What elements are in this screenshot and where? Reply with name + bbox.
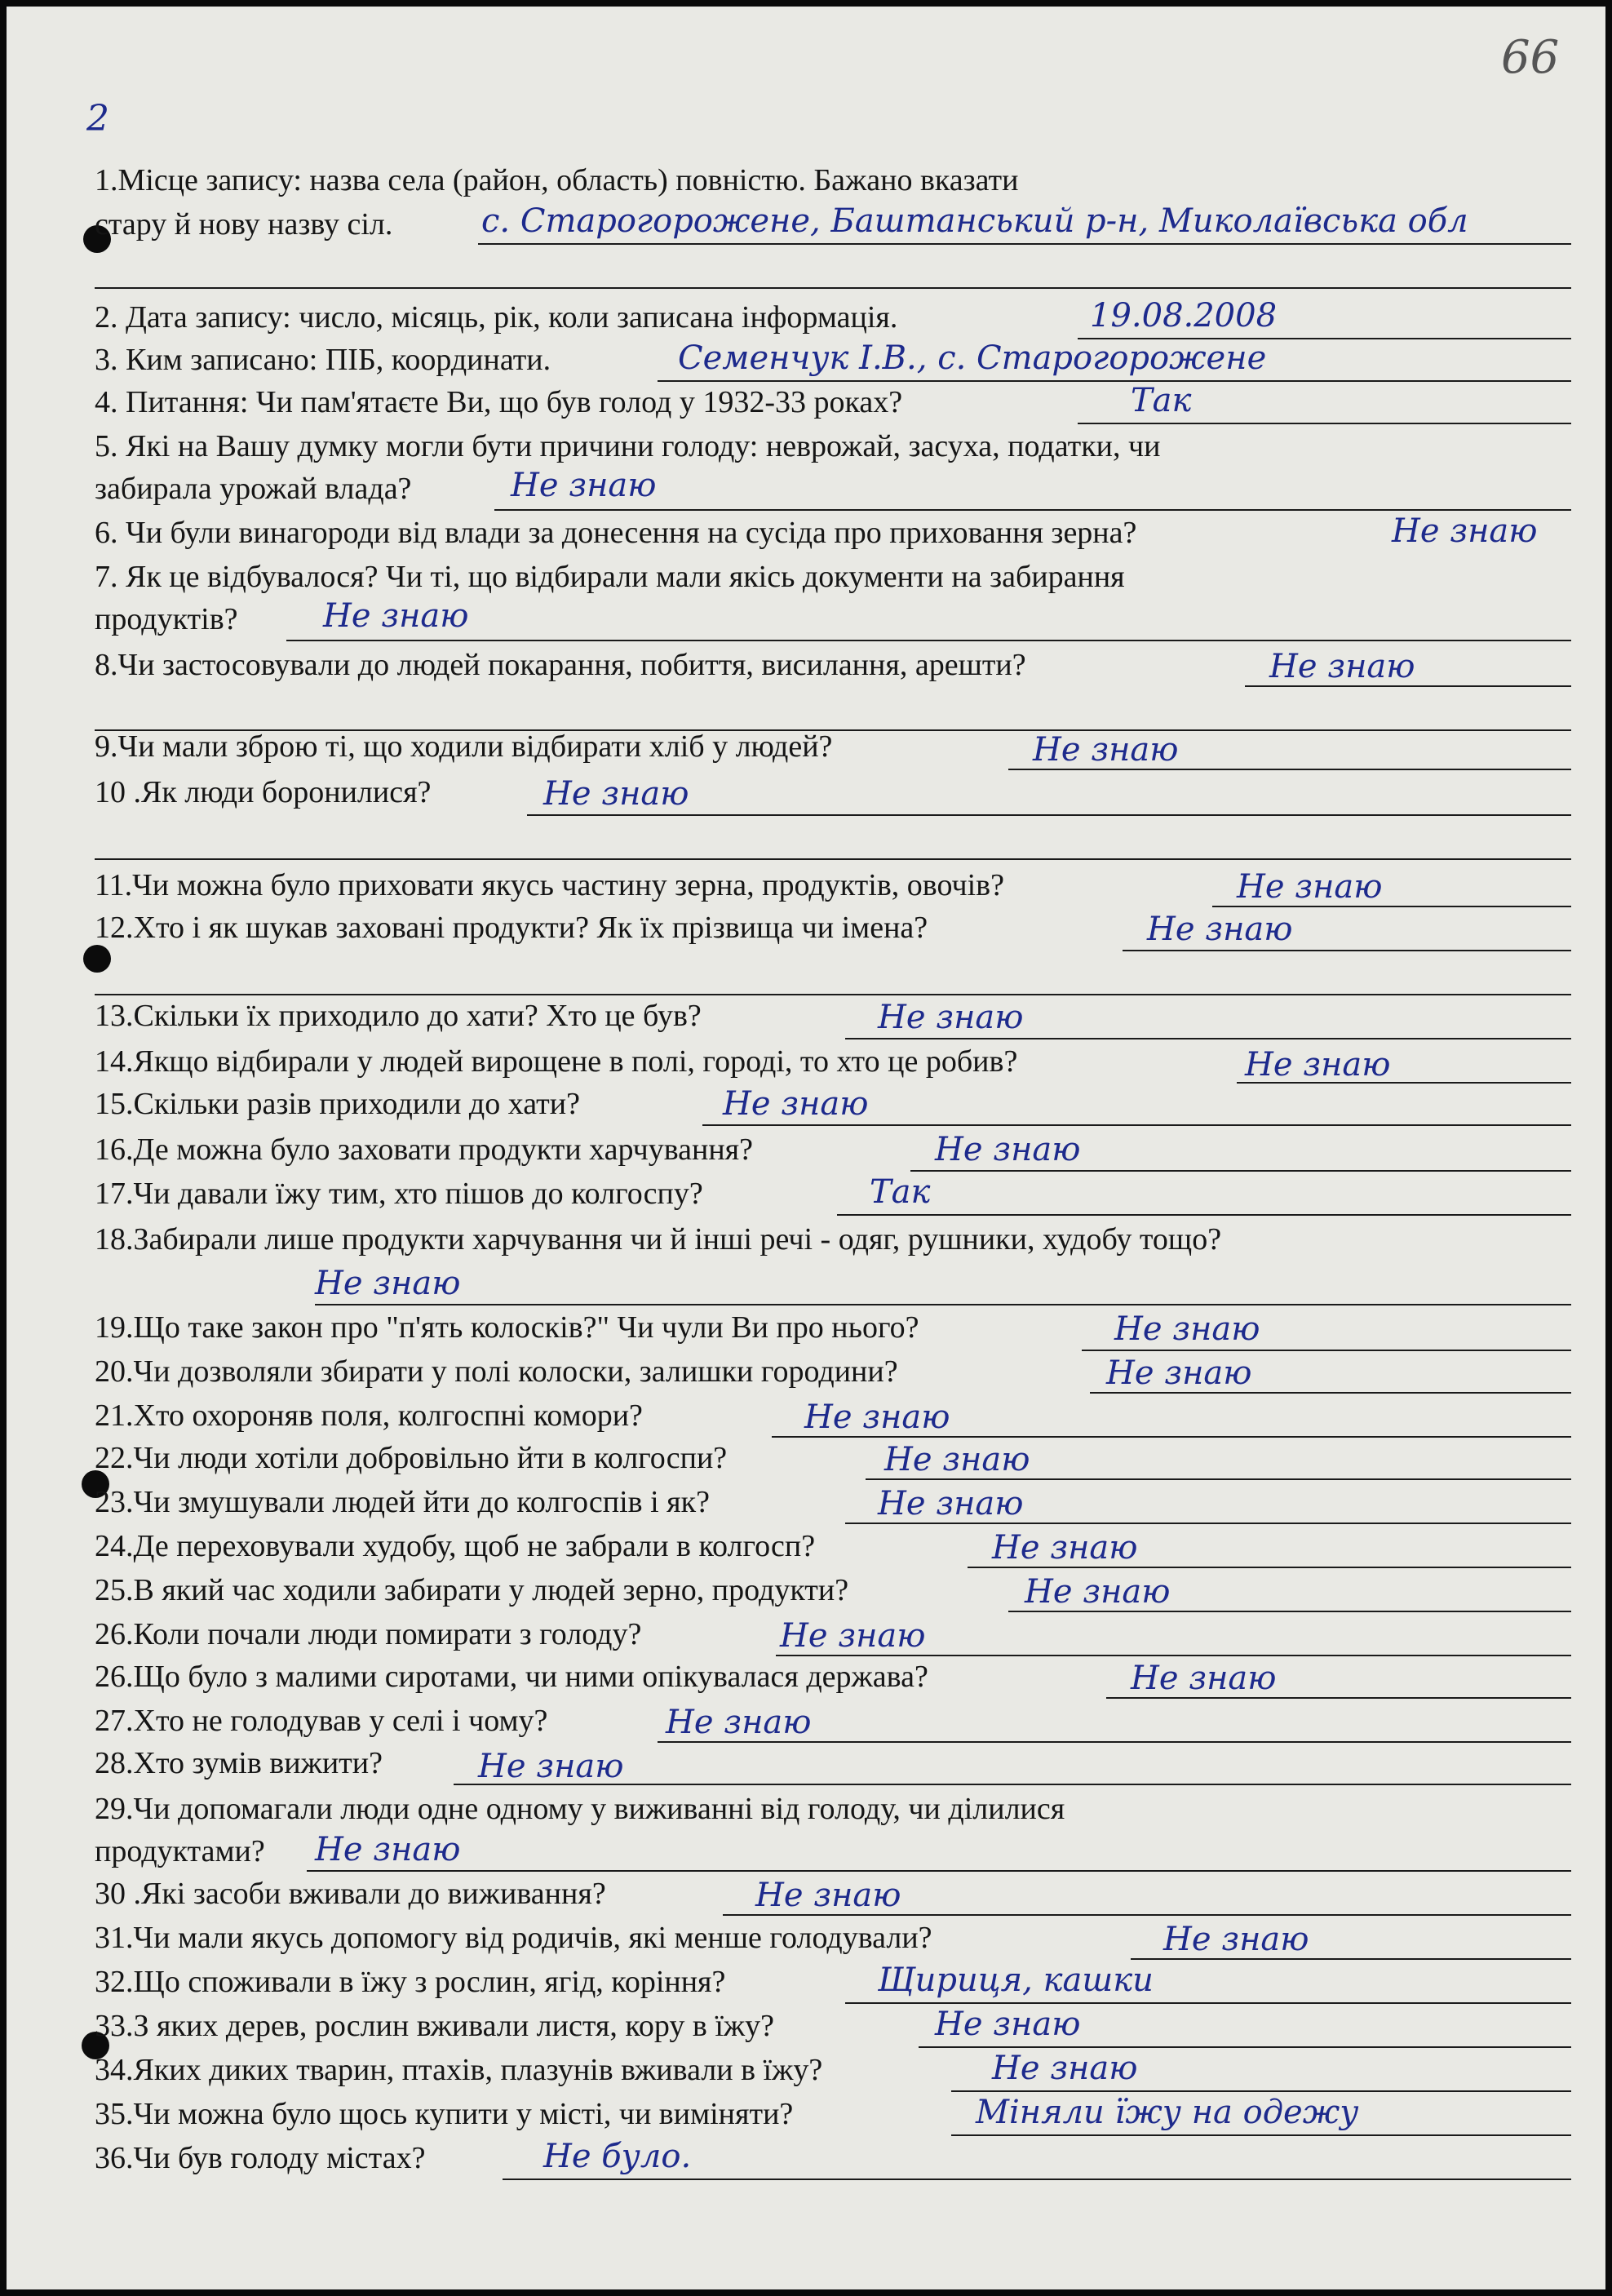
answer-line <box>845 1038 1571 1039</box>
answer-5: Не знаю <box>1392 512 1538 550</box>
question-29-cont: продуктами? <box>95 1834 265 1868</box>
answer-line <box>1090 1392 1571 1394</box>
answer-23: Не знаю <box>992 1529 1138 1567</box>
answer-33: Не знаю <box>935 2006 1081 2043</box>
answer-line <box>1106 1697 1571 1699</box>
question-13: 14.Якщо відбирали у людей вирощене в полі, городі, то хто це робив? <box>95 1044 1018 1079</box>
header-line-1: 1.Місце запису: назва села (район, область) повністю. Бажано вказати <box>95 163 1019 197</box>
answer-18: Не знаю <box>1114 1310 1260 1348</box>
answer-28: Не знаю <box>478 1748 624 1785</box>
question-9: 10 .Як люди боронилися? <box>95 775 432 809</box>
question-24: 25.В який час ходили забирати у людей зерно, продукти? <box>95 1573 849 1607</box>
question-2: 3. Ким записано: ПІБ, координати. <box>95 343 551 377</box>
question-12: 13.Скільки їх приходило до хати? Хто це був? <box>95 999 702 1033</box>
answer-3: Так <box>1131 382 1192 419</box>
answer-6: Не знаю <box>323 597 469 635</box>
answer-line <box>1123 950 1571 951</box>
answer-line <box>1008 769 1571 770</box>
answer-line <box>503 2179 1571 2180</box>
answer-line <box>95 994 1571 995</box>
answer-10: Не знаю <box>1237 868 1383 906</box>
question-15: 16.Де можна було заховати продукти харчування? <box>95 1132 754 1167</box>
answer-line <box>286 640 1571 641</box>
answer-20: Не знаю <box>804 1398 950 1436</box>
answer-line <box>1131 1958 1571 1960</box>
answer-26: Не знаю <box>1131 1660 1277 1697</box>
question-11: 12.Хто і як шукав заховані продукти? Як їх прізвища чи імена? <box>95 911 928 945</box>
answer-line <box>951 2090 1571 2092</box>
answer-24: Не знаю <box>1025 1573 1171 1611</box>
answer-2: Семенчук І.В., с. Старогорожене <box>678 339 1267 377</box>
question-20: 21.Хто охороняв поля, колгоспні комори? <box>95 1398 643 1433</box>
answer-35: Міняли їжу на одежу <box>976 2094 1359 2131</box>
questionnaire-page <box>7 7 1605 2289</box>
answer-14: Не знаю <box>723 1085 869 1123</box>
question-19: 20.Чи дозволяли збирати у полі колоски, залишки городини? <box>95 1354 898 1389</box>
question-22: 23.Чи змушували людей йти до колгоспів і як? <box>95 1485 710 1519</box>
answer-line <box>95 287 1571 289</box>
answer-11: Не знаю <box>1147 911 1293 948</box>
answer-30: Не знаю <box>755 1877 901 1914</box>
question-21: 22.Чи люди хотіли добровільно йти в колгоспи? <box>95 1441 728 1475</box>
answer-line <box>315 1304 1571 1305</box>
answer-line <box>494 509 1571 511</box>
answer-line <box>307 1870 1571 1872</box>
question-35: 35.Чи можна було щось купити у місті, чи виміняти? <box>95 2097 794 2131</box>
question-29: 29.Чи допомагали люди одне одному у виживанні від голоду, чи ділилися <box>95 1792 1065 1826</box>
question-7: 8.Чи застосовували до людей покарання, побиття, висилання, арешти? <box>95 648 1026 682</box>
question-28: 28.Хто зумів вижити? <box>95 1746 383 1780</box>
answer-line <box>837 1214 1571 1216</box>
question-30: 30 .Які засоби вживали до виживання? <box>95 1877 606 1911</box>
answer-line <box>910 1170 1571 1172</box>
question-16: 17.Чи давали їжу тим, хто пішов до колгоспу? <box>95 1177 703 1211</box>
answer-line <box>1008 1611 1571 1612</box>
question-4-cont: забирала урожай влада? <box>95 472 412 506</box>
answer-32: Щириця, кашки <box>878 1961 1154 1999</box>
header-answer: с. Старогорожене, Баштанський р-н, Миколаївська обл <box>481 202 1468 240</box>
answer-29: Не знаю <box>315 1831 461 1868</box>
answer-line <box>776 1655 1571 1656</box>
question-31: 31.Чи мали якусь допомогу від родичів, які менше голодували? <box>95 1921 932 1955</box>
answer-13: Не знаю <box>1245 1046 1391 1084</box>
answer-line <box>919 2046 1571 2048</box>
answer-line <box>658 380 1571 382</box>
question-17: 18.Забирали лише продукти харчування чи й інші речі - одяг, рушники, худобу тощо? <box>95 1222 1222 1257</box>
question-33: 33.З яких дерев, рослин вживали листя, кору в їжу? <box>95 2009 775 2043</box>
question-3: 4. Питання: Чи пам'ятаєте Ви, що був голод у 1932-33 роках? <box>95 385 903 419</box>
question-14: 15.Скільки разів приходили до хати? <box>95 1087 580 1121</box>
answer-line <box>1078 423 1571 424</box>
answer-9: Не знаю <box>543 775 689 813</box>
answer-25: Не знаю <box>780 1617 926 1655</box>
answer-21: Не знаю <box>884 1441 1030 1478</box>
question-6-cont: продуктів? <box>95 602 238 636</box>
question-5: 6. Чи були винагороди від влади за донесення на сусіда про приховання зерна? <box>95 516 1137 550</box>
page-number: 2 <box>86 98 109 140</box>
answer-4: Не знаю <box>511 467 657 504</box>
answer-line <box>866 1478 1571 1480</box>
question-18: 19.Що таке закон про "п'ять колосків?" Чи чули Ви про нього? <box>95 1310 919 1345</box>
answer-7: Не знаю <box>1269 648 1415 685</box>
question-8: 9.Чи мали зброю ті, що ходили відбирати хліб у людей? <box>95 729 833 764</box>
answer-line <box>845 1523 1571 1524</box>
answer-line <box>951 2134 1571 2136</box>
answer-16: Так <box>870 1173 931 1211</box>
answer-36: Не було. <box>543 2138 692 2175</box>
question-26: 26.Що було з малими сиротами, чи ними опікувалася держава? <box>95 1660 928 1694</box>
question-1: 2. Дата запису: число, місяць, рік, коли записана інформація. <box>95 300 898 335</box>
question-6: 7. Як це відбувалося? Чи ті, що відбирали мали якісь документи на забирання <box>95 560 1125 594</box>
answer-22: Не знаю <box>878 1485 1024 1523</box>
question-25: 26.Коли почали люди помирати з голоду? <box>95 1617 642 1651</box>
page-mark: 66 <box>1501 31 1560 84</box>
answer-line <box>723 1914 1571 1916</box>
answer-34: Не знаю <box>992 2050 1138 2087</box>
question-list <box>70 7 1605 2289</box>
answer-line <box>845 2002 1571 2004</box>
answer-15: Не знаю <box>935 1131 1081 1168</box>
answer-line <box>1082 1350 1571 1351</box>
answer-line <box>527 814 1571 816</box>
answer-line <box>702 1124 1571 1126</box>
question-34: 34.Яких диких тварин, птахів, плазунів вживали в їжу? <box>95 2053 823 2087</box>
answer-line <box>772 1436 1571 1438</box>
answer-12: Не знаю <box>878 999 1024 1036</box>
answer-line <box>1245 685 1571 687</box>
question-4: 5. Які на Вашу думку могли бути причини голоду: неврожай, засуха, податки, чи <box>95 429 1161 463</box>
question-23: 24.Де переховували худобу, щоб не забрали в колгосп? <box>95 1529 816 1563</box>
answer-line <box>658 1741 1571 1743</box>
answer-31: Не знаю <box>1163 1921 1309 1958</box>
question-32: 32.Що споживали в їжу з рослин, ягід, коріння? <box>95 1965 726 1999</box>
answer-1: 19.08.2008 <box>1090 297 1278 335</box>
answer-19: Не знаю <box>1106 1354 1252 1392</box>
header-line-2: стару й нову назву сіл. <box>95 207 393 242</box>
answer-line <box>1212 906 1571 907</box>
answer-line <box>968 1567 1571 1568</box>
answer-line <box>478 243 1571 245</box>
question-27: 27.Хто не голодував у селі і чому? <box>95 1704 548 1738</box>
answer-17: Не знаю <box>315 1265 461 1302</box>
question-10: 11.Чи можна було приховати якусь частину зерна, продуктів, овочів? <box>95 868 1004 902</box>
answer-8: Не знаю <box>1033 731 1179 769</box>
question-36: 36.Чи був голоду містах? <box>95 2141 426 2175</box>
answer-27: Не знаю <box>666 1704 812 1741</box>
answer-line <box>95 858 1571 860</box>
